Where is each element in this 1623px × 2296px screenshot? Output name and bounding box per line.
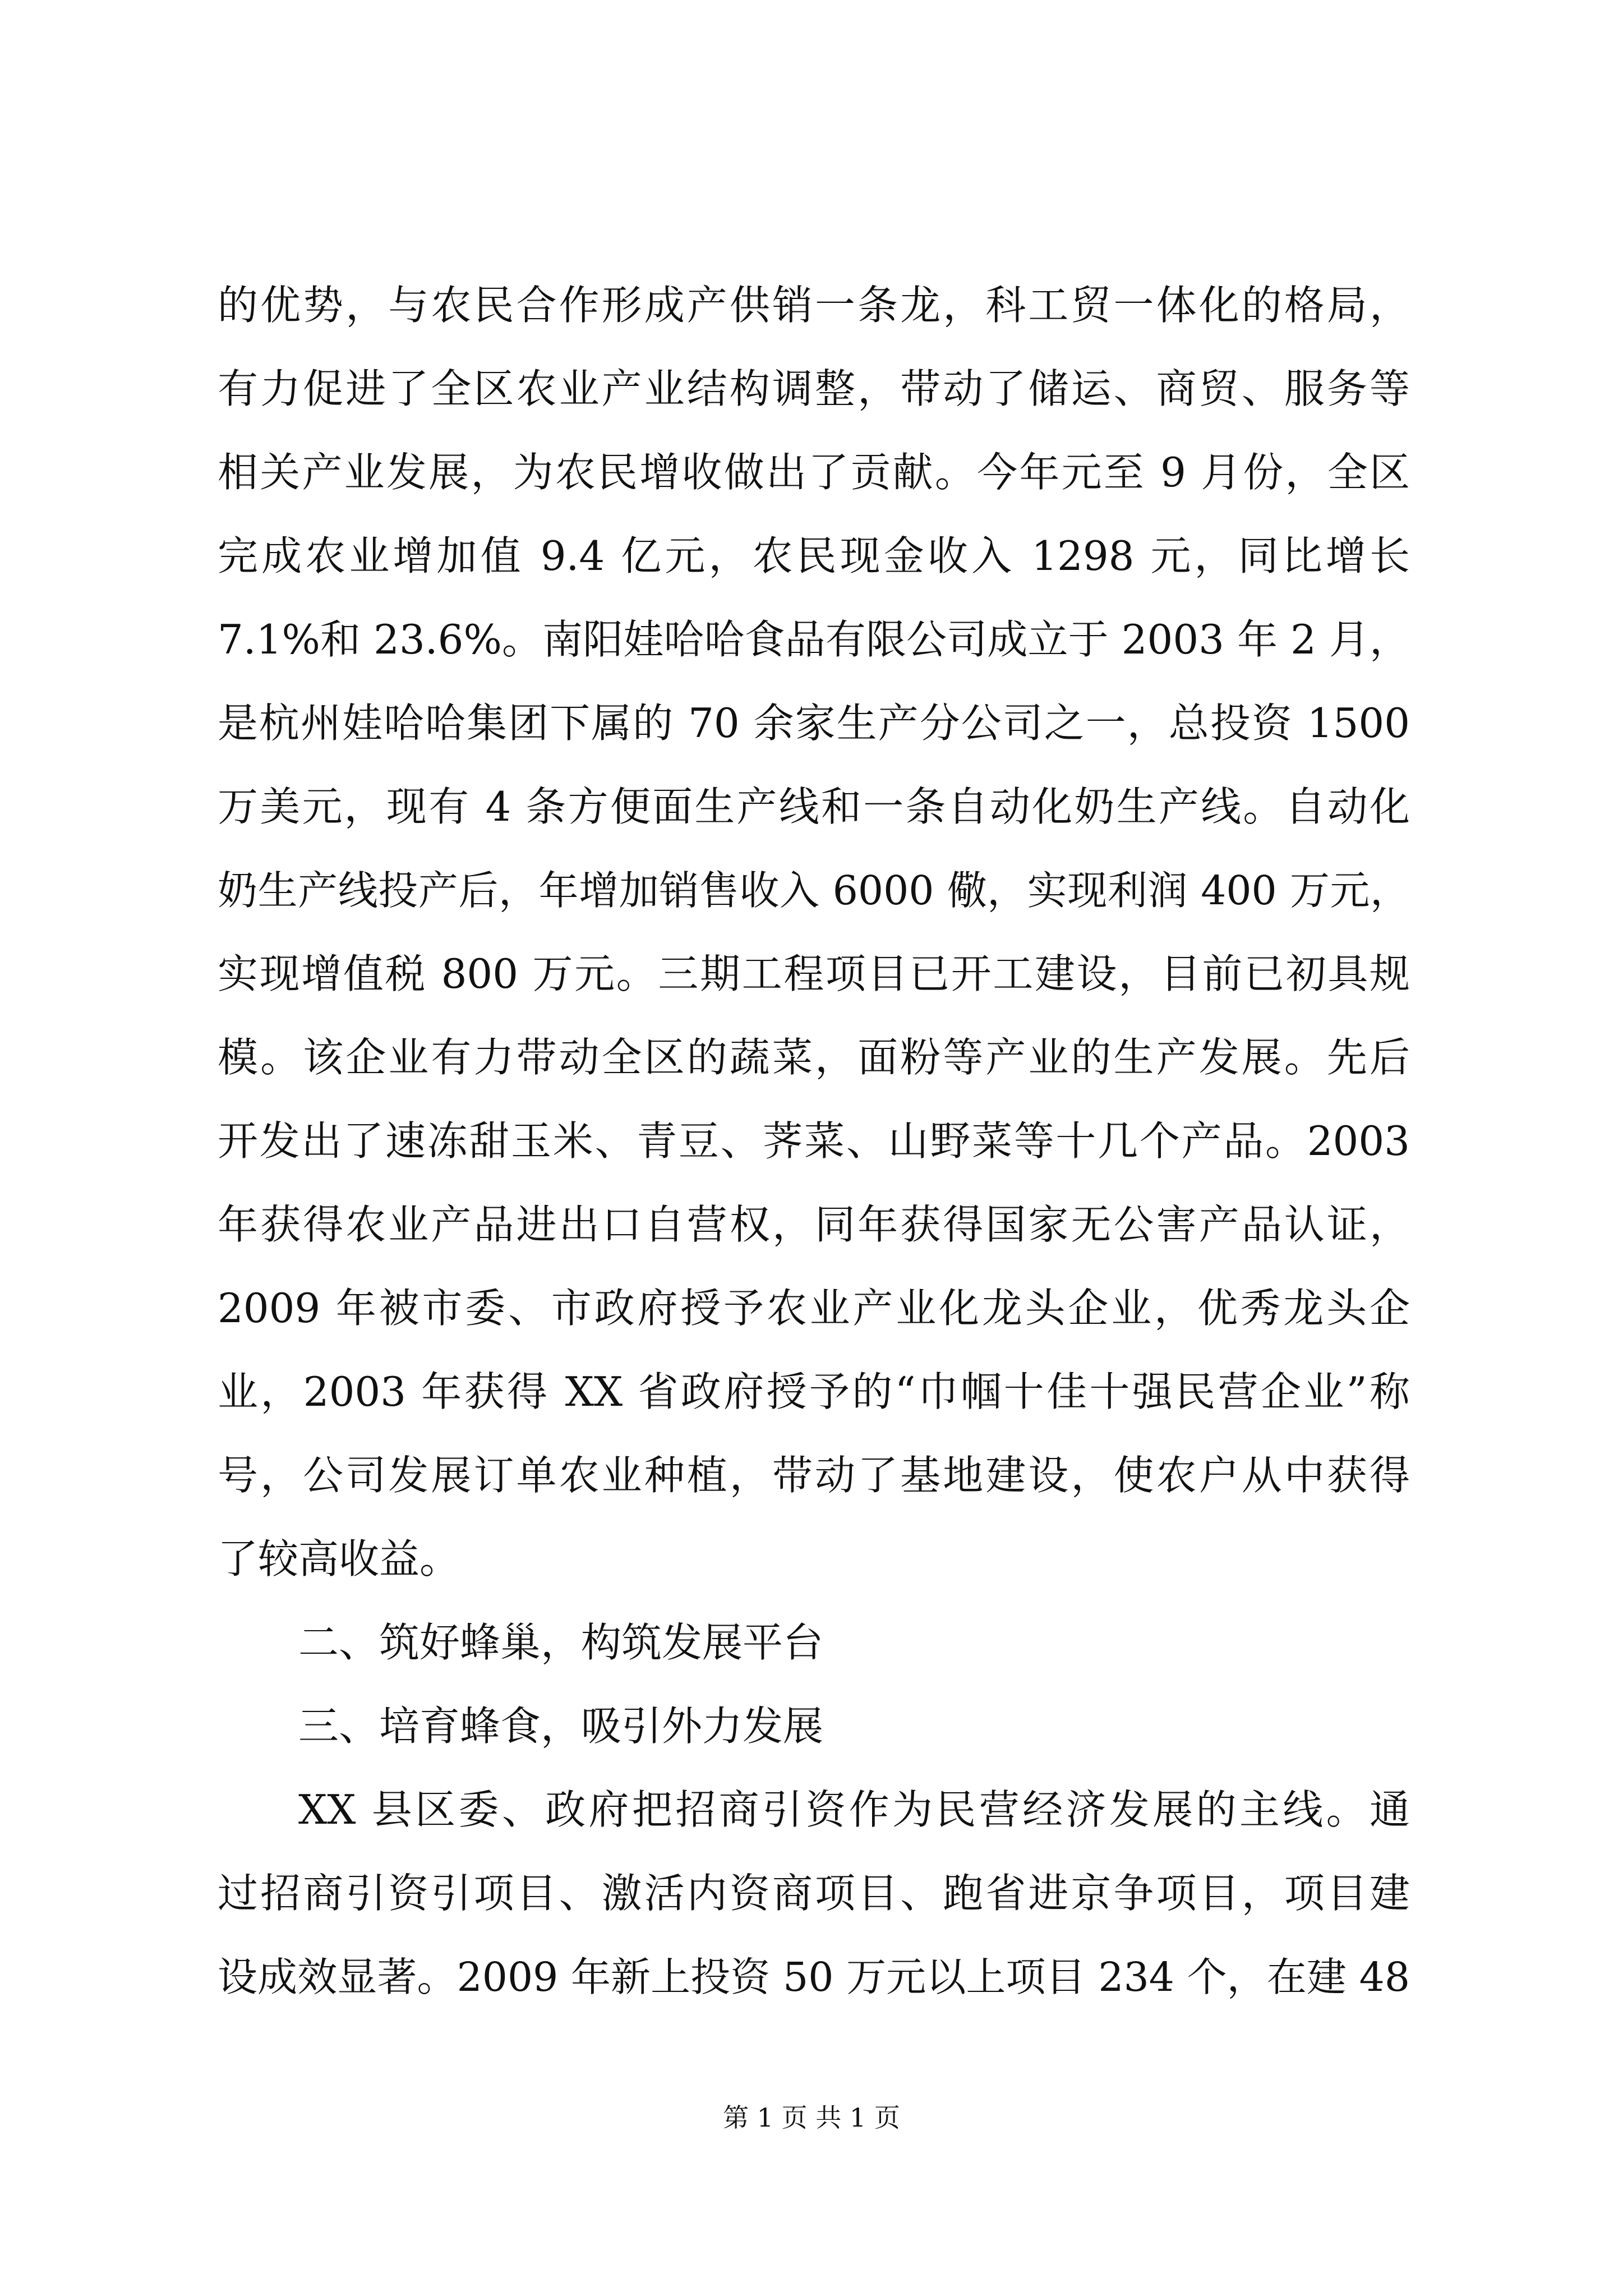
section-heading: 三、培育蜂食，吸引外力发展 xyxy=(298,1703,824,1750)
text-line: 年获得农业产品进出口自营权，同年获得国家无公害产品认证， xyxy=(218,1201,1410,1248)
text-line: 完成农业增加值 9.4 亿元，农民现金收入 1298 元，同比增长 xyxy=(218,532,1410,579)
text-line: 有力促进了全区农业产业结构调整，带动了储运、商贸、服务等 xyxy=(218,365,1410,412)
text-line: 实现增值税 800 万元。三期工程项目已开工建设，目前已初具规 xyxy=(218,950,1410,997)
text-line: XX 县区委、政府把招商引资作为民营经济发展的主线。通 xyxy=(298,1786,1410,1833)
text-line: 号，公司发展订单农业种植，带动了基地建设，使农户从中获得 xyxy=(218,1452,1410,1499)
text-line: 设成效显著。2009 年新上投资 50 万元以上项目 234 个，在建 48 xyxy=(218,1954,1410,2000)
text-line: 奶生产线投产后，年增加销售收入 6000 儆，实现利润 400 万元， xyxy=(218,867,1410,914)
text-line: 业，2003 年获得 XX 省政府授予的“巾帼十佳十强民营企业”称 xyxy=(218,1368,1410,1415)
text-line: 的优势，与农民合作形成产供销一条龙，科工贸一体化的格局， xyxy=(218,282,1410,329)
text-line: 相关产业发展，为农民增收做出了贡献。今年元至 9 月份，全区 xyxy=(218,449,1410,496)
text-line: 模。该企业有力带动全区的蔬菜，面粉等产业的生产发展。先后 xyxy=(218,1034,1410,1081)
text-line: 7.1%和 23.6%。南阳娃哈哈食品有限公司成立于 2003 年 2 月， xyxy=(218,616,1410,663)
section-heading: 二、筑好蜂巢，构筑发展平台 xyxy=(298,1619,824,1666)
text-line: 开发出了速冻甜玉米、青豆、荠菜、山野菜等十几个产品。2003 xyxy=(218,1117,1410,1165)
text-line: 是杭州娃哈哈集团下属的 70 余家生产分公司之一，总投资 1500 xyxy=(218,700,1410,747)
text-line: 万美元，现有 4 条方便面生产线和一条自动化奶生产线。自动化 xyxy=(218,783,1410,830)
text-line: 过招商引资引项目、激活内资商项目、跑省进京争项目，项目建 xyxy=(218,1870,1410,1917)
text-line: 2009 年被市委、市政府授予农业产业化龙头企业，优秀龙头企 xyxy=(218,1285,1410,1332)
page-footer: 第 1 页 共 1 页 xyxy=(723,2102,900,2133)
document-body xyxy=(218,264,1410,2019)
text-line: 了较高收益。 xyxy=(218,1535,460,1582)
